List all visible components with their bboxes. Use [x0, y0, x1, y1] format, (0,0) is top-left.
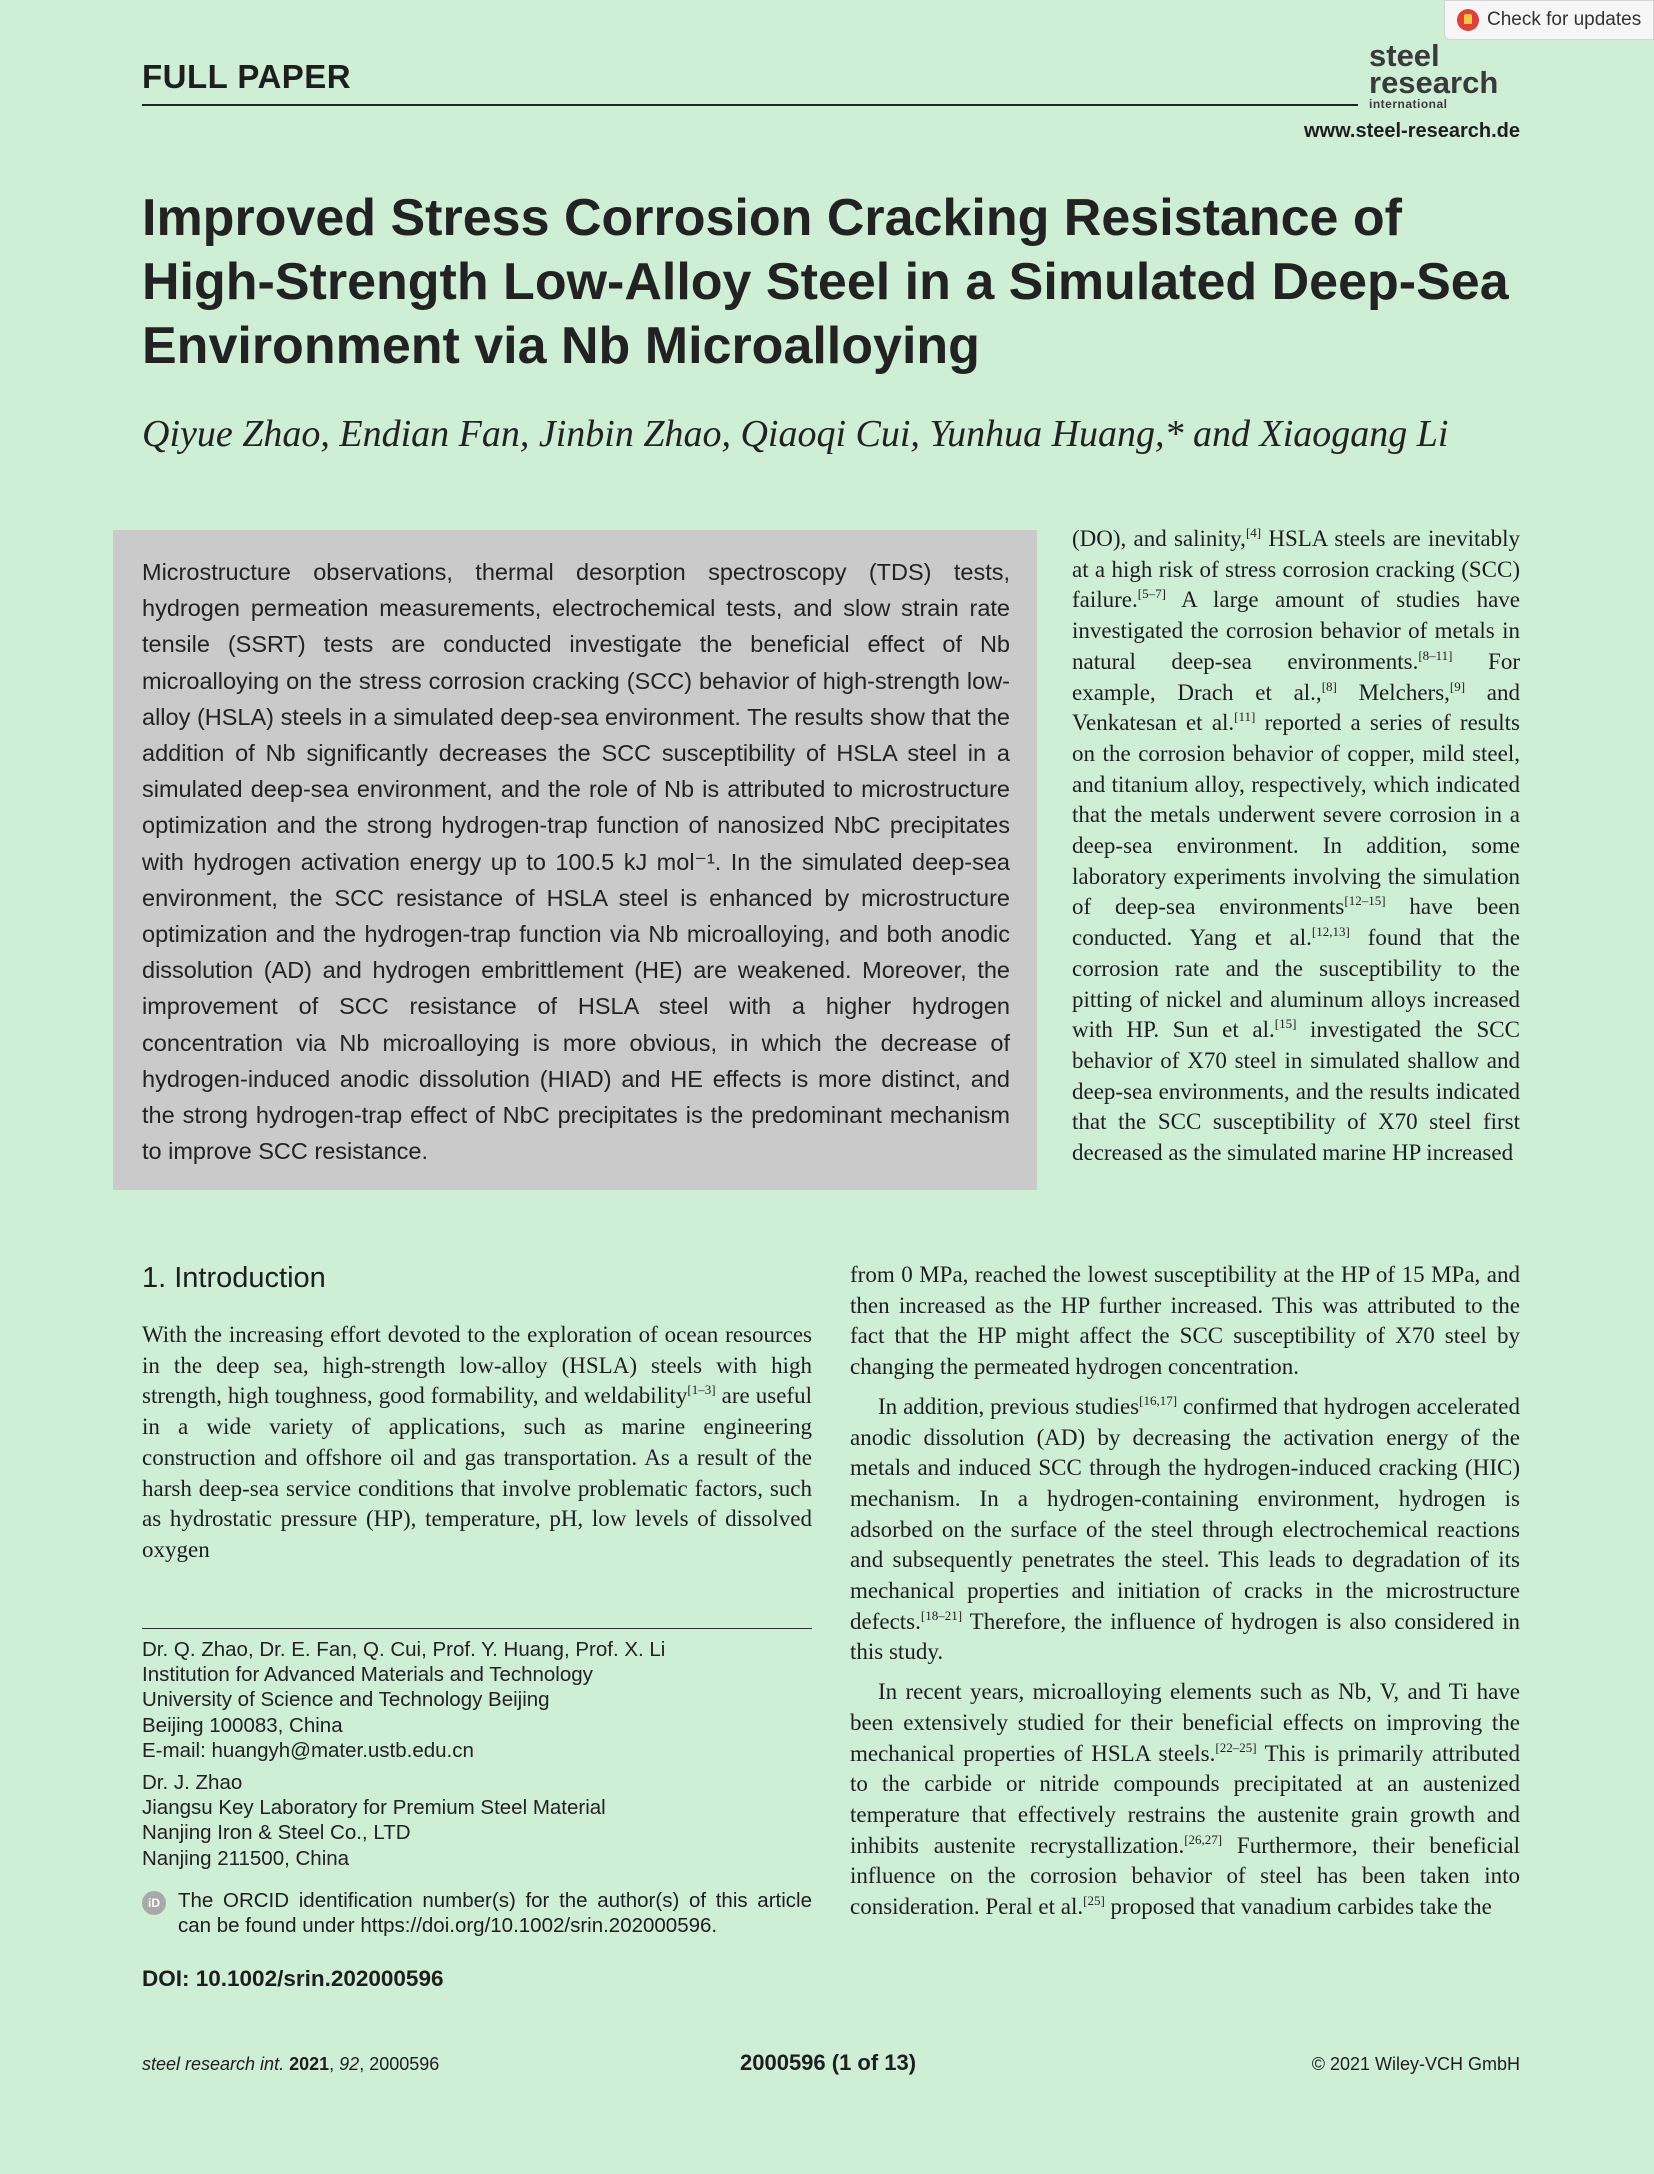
journal-url[interactable]: www.steel-research.de: [1303, 120, 1520, 142]
abstract-text: Microstructure observations, thermal desorption spectroscopy (TDS) tests, hydrogen permeation measurements, electrochemical tests, and slow strain rate tensile (SSRT) tests are conducted investigate the beneficial effect of Nb microalloying on the stress corrosion cracking (SCC) behavior of high-strength low-alloy (HSLA) steels in a simulated deep-sea environment. The results show that the addition of Nb significantly decreases the SCC susceptibility of HSLA steel in a simulated deep-sea environment, and the role of Nb is attributed to microstructure optimization and the strong hydrogen-trap function of nanosized NbC precipitates with hydrogen activation energy up to 100.5 kJ mol⁻¹. In the simulated deep-sea environment, the SCC resistance of HSLA steel is enhanced by microstructure optimization and the hydrogen-trap function via Nb microalloying, and both anodic dissolution (AD) and hydrogen embrittlement (HE) are weakened. Moreover, the improvement of SCC resistance of HSLA steel with a higher hydrogen concentration via Nb microalloying is more obvious, in which the decrease of hydrogen-induced anodic dissolution (HIAD) and HE effects is more distinct, and the strong hydrogen-trap effect of NbC precipitates is the predominant mechanism to improve SCC resistance.: [142, 559, 1010, 1165]
journal-logo: [1369, 38, 1499, 111]
affiliation-names: Dr. J. Zhao: [142, 1771, 243, 1795]
orcid-note: [142, 1888, 812, 1938]
author-list: Qiyue Zhao, Endian Fan, Jinbin Zhao, Qiaoqi Cui, Yunhua Huang,* and Xiaogang Li: [142, 413, 1449, 455]
logo-line-2: research: [1369, 65, 1499, 101]
spacer: [142, 1763, 822, 1770]
citation[interactable]: [26,27]: [1184, 1831, 1223, 1847]
citation[interactable]: [16,17]: [1139, 1392, 1178, 1408]
citation[interactable]: [12–15]: [1344, 893, 1386, 909]
citation[interactable]: [12,13]: [1311, 924, 1350, 940]
citation[interactable]: [5–7]: [1137, 586, 1166, 602]
affiliation-institution: Institution for Advanced Materials and Technology: [142, 1663, 593, 1687]
check-for-updates-label: Check for updates: [1487, 9, 1642, 30]
affiliation-city: Beijing 100083, China: [142, 1713, 343, 1737]
orcid-text[interactable]: The ORCID identification number(s) for the author(s) of this article can be found under https://doi.org/10.1002/srin.202000596.: [178, 1889, 812, 1938]
body-paragraph: from 0 MPa, reached the lowest susceptibility at the HP of 15 MPa, and then increased as the HP further increased. This was attributed to the fact that the HP might affect the SCC susceptibility of X70 steel by changing the permeated hydrogen concentration.: [850, 1262, 1520, 1380]
citation[interactable]: [8–11]: [1418, 647, 1453, 663]
citation[interactable]: [18–21]: [920, 1607, 963, 1623]
affiliation-university: University of Science and Technology Beijing: [142, 1688, 550, 1712]
body-paragraph: With the increasing effort devoted to the exploration of ocean resources in the deep sea, high-strength low-alloy (HSLA) steels with high strength, high toughness, good formability, and weldability[1–3] are useful in a wide variety of applications, such as marine engineering construction and offshore oil and gas transportation. As a result of the harsh deep-sea service conditions that involve problematic factors, such as hydrostatic pressure (HP), temperature, pH, low levels of dissolved oxygen: [142, 1322, 812, 1562]
footer-journal: steel research int.: [142, 2054, 285, 2074]
citation[interactable]: [8]: [1321, 678, 1337, 694]
section-label: FULL PAPER: [142, 58, 352, 95]
orcid-icon[interactable]: iD: [142, 1891, 166, 1915]
citation[interactable]: [11]: [1234, 709, 1256, 725]
check-updates-icon: [1457, 9, 1479, 31]
citation[interactable]: [15]: [1274, 1016, 1297, 1032]
affiliation-rule: [142, 1628, 812, 1629]
footer-volume: 92: [339, 2054, 360, 2074]
logo-line-3: international: [1369, 96, 1448, 111]
affiliations: [142, 1637, 822, 1871]
footer-citation: steel research int. 2021, 92, 2000596: [142, 2054, 440, 2074]
section-heading: 1. Introduction: [142, 1262, 326, 1294]
body-paragraph: (DO), and salinity,[4] HSLA steels are inevitably at a high risk of stress corrosion cracking (SCC) failure.[5–7] A large amount of studies have investigated the corrosion behavior of metals in natural deep-sea environments.[8–11] For example, Drach et al.,[8] Melchers,[9] and Venkatesan et al.[11] reported a series of results on the corrosion behavior of copper, mild steel, and titanium alloy, respectively, which indicated that the metals underwent severe corrosion in a deep-sea environment. In addition, some laboratory experiments involving the simulation of deep-sea environments[12–15] have been conducted. Yang et al.[12,13] found that the corrosion rate and the susceptibility to the pitting of nickel and aluminum alloys increased with HP. Sun et al.[15] investigated the SCC behavior of X70 steel in simulated shallow and deep-sea environments, and the results indicated that the SCC susceptibility of X70 steel first decreased as the simulated marine HP increased: [1072, 525, 1521, 1166]
copyright: © 2021 Wiley-VCH GmbH: [1311, 2054, 1520, 2074]
right-column-top: [1072, 524, 1520, 1169]
citation[interactable]: [9]: [1449, 678, 1466, 694]
right-column-bottom: [850, 1260, 1520, 1923]
footer-year: 2021: [289, 2054, 330, 2074]
body-paragraph: In recent years, microalloying elements such as Nb, V, and Ti have been extensively studied for their beneficial effects on improving the mechanical properties of HSLA steels.[22–25] This is primarily attributed to the carbide or nitride compounds precipitated at an austenized temperature that effectively restrains the austenite grain growth and inhibits austenite recrystallization.[26,27] Furthermore, their beneficial influence on the corrosion behavior of steel has been taken into consideration. Peral et al.[25] proposed that vanadium carbides take the: [850, 1679, 1521, 1920]
paper-title: Improved Stress Corrosion Cracking Resistance of High-Strength Low-Alloy Steel in a Simulated Deep-Sea Environment via Nb Microalloying: [142, 189, 1509, 375]
affiliation-names: Dr. Q. Zhao, Dr. E. Fan, Q. Cui, Prof. Y. Huang, Prof. X. Li: [142, 1638, 666, 1661]
left-column-intro: [142, 1320, 812, 1566]
check-for-updates-button[interactable]: [1444, 0, 1654, 40]
page-number: 2000596 (1 of 13): [740, 2050, 917, 2075]
body-paragraph: In addition, previous studies[16,17] confirmed that hydrogen accelerated anodic dissolution (AD) by decreasing the activation energy of the metals and induced SCC through the hydrogen-induced cracking (HIC) mechanism. In a hydrogen-containing environment, hydrogen is adsorbed on the surface of the steel through electrochemical reactions and subsequently penetrates the steel. This leads to degradation of its mechanical properties and initiation of cracks in the microstructure defects.[18–21] Therefore, the influence of hydrogen is also considered in this study.: [850, 1392, 1520, 1665]
citation[interactable]: [1–3]: [687, 1382, 716, 1398]
footer-article-id: 2000596: [369, 2054, 440, 2074]
citation[interactable]: [4]: [1245, 525, 1262, 540]
logo-line-1: steel: [1369, 38, 1440, 73]
affiliation-company: Nanjing Iron & Steel Co., LTD: [142, 1821, 411, 1845]
affiliation-city: Nanjing 211500, China: [142, 1846, 350, 1870]
doi[interactable]: DOI: 10.1002/srin.202000596: [142, 1966, 444, 1991]
affiliation-email[interactable]: E-mail: huangyh@mater.ustb.edu.cn: [142, 1738, 474, 1762]
citation[interactable]: [22–25]: [1215, 1739, 1257, 1755]
header-rule: [142, 104, 1358, 106]
affiliation-lab: Jiangsu Key Laboratory for Premium Steel Material: [142, 1796, 606, 1820]
citation[interactable]: [25]: [1083, 1893, 1105, 1909]
